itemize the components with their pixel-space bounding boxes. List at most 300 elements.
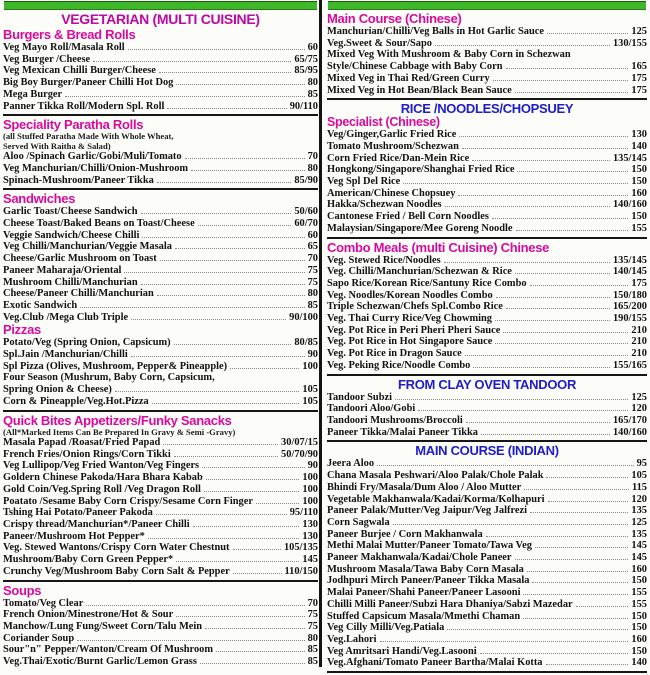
menu-item-price: 135 (631, 528, 647, 540)
section-subheader: Specialist (Chinese) (327, 115, 440, 130)
menu-item-row (3, 288, 318, 300)
menu-item-name: Style/Chinese Cabbage with Baby Corn (327, 61, 503, 73)
menu-item-price: 140/160 (612, 426, 647, 438)
menu-item-name: Coriander Soup (3, 632, 75, 644)
menu-item-price: 160 (631, 563, 647, 575)
menu-item-row (327, 360, 647, 372)
menu-item-price: 150 (631, 622, 647, 634)
menu-item-name: Spl.Jain /Manchurian/Chilli (3, 349, 128, 361)
dotted-leader (115, 391, 300, 392)
dotted-leader (200, 663, 305, 664)
section-header: FROM CLAY OVEN TANDOOR (397, 376, 577, 392)
menu-item-name: Panner Tikka Roll/Modern Spl. Roll (3, 100, 165, 112)
menu-item-name: Methi Malai Mutter/Paneer Tomato/Tawa Veg (327, 540, 532, 552)
menu-item-price: 145 (631, 540, 647, 552)
menu-item-row (3, 598, 318, 610)
menu-item-row (327, 199, 647, 211)
section-divider (327, 440, 647, 442)
menu-item-name: Triple Schezwan/Chefs Spl.Combo Rice (327, 301, 503, 313)
menu-item-price: 90/110 (289, 100, 318, 112)
dotted-leader (466, 422, 610, 423)
menu-item-price: 175 (631, 277, 647, 289)
menu-item-row (3, 241, 318, 253)
dotted-leader (535, 547, 628, 548)
menu-item-price: 80 (307, 288, 318, 300)
menu-item-price: 95 (636, 458, 647, 470)
menu-item-price: 105 (631, 470, 647, 482)
menu-item-row (327, 529, 647, 541)
dotted-leader (546, 477, 628, 478)
menu-item-row (3, 484, 318, 496)
menu-item-price: 85/90 (294, 174, 318, 186)
dotted-leader (80, 307, 304, 308)
menu-item-price: 65 (307, 241, 318, 253)
section-note: (all Stuffed Paratha Made With Whole Wheat, (3, 131, 174, 142)
dotted-leader (444, 262, 610, 263)
menu-item-name: Paneer Palak/Mutter/Veg Jaipur/Veg Jalfrezi (327, 505, 527, 517)
dotted-leader (435, 45, 610, 46)
dotted-leader (473, 367, 610, 368)
menu-item-price: 80/85 (294, 337, 318, 349)
menu-item-name: Tomato/Veg Clear (3, 597, 84, 609)
menu-item-price: 210 (631, 336, 647, 348)
menu-item-row (3, 175, 318, 187)
menu-item-name: Veg. Noodles/Korean Noodles Combo (327, 289, 493, 301)
dotted-leader (256, 503, 299, 504)
menu-item-wrap-line: Mixed Veg With Mushroom & Baby Corn in Schezwan (327, 49, 571, 61)
section-header: RICE /NOODLES/CHOPSUEY (400, 101, 574, 117)
menu-item-price: 130 (631, 129, 647, 141)
menu-item-price: 125 (631, 391, 647, 403)
menu-item-price: 155 (631, 598, 647, 610)
menu-item-price: 155 (631, 222, 647, 234)
dotted-leader (77, 640, 304, 641)
menu-item-name: Veg Burger /Cheese (3, 53, 91, 65)
menu-item-name: Sour"n" Pepper/Wanton/Cream Of Mushroom (3, 644, 214, 656)
menu-item-row (327, 415, 647, 427)
menu-item-name: Vegetable Makhanwala/Kadai/Korma/Kolhapuri (327, 493, 545, 505)
section-header: Main Course (Chinese) (327, 11, 462, 26)
menu-item-price: 50/60 (294, 206, 318, 218)
menu-item-row (327, 482, 647, 494)
dotted-leader (493, 80, 629, 81)
dotted-leader (523, 594, 628, 595)
menu-item-price: 120 (631, 403, 647, 415)
menu-item-name: Veg.Thai/Exotic/Burnt Garlic/Lemon Grass (3, 656, 197, 668)
menu-item-name: Cheese/Garlic Mushroom on Toast (3, 253, 157, 265)
dotted-leader (530, 512, 628, 513)
dotted-leader (495, 320, 610, 321)
dotted-leader (515, 92, 629, 93)
menu-item-row (327, 153, 647, 165)
dotted-leader (131, 319, 286, 320)
menu-item-price: 145 (631, 552, 647, 564)
menu-item-price: 150/180 (612, 289, 647, 301)
section-header: Sandwiches (3, 191, 76, 207)
menu-item-price: 60 (307, 42, 318, 53)
dotted-leader (516, 230, 629, 231)
dotted-leader (524, 489, 629, 490)
menu-item-name: Tshing Hai Potato/Paneer Pakoda (3, 507, 153, 519)
dotted-leader (131, 356, 305, 357)
menu-item-row (327, 587, 647, 599)
menu-item-row (3, 531, 318, 543)
menu-item-name: Veg. Pot Rice in Dragon Sauce (327, 348, 462, 360)
dotted-leader (160, 260, 305, 261)
dotted-leader (486, 536, 629, 537)
menu-item-name: Potato/Veg (Spring Onion, Capsicum) (3, 337, 171, 349)
menu-item-name: Big Boy Burger/Paneer Chilli Hot Dog (3, 77, 174, 89)
section-header: Soups (3, 582, 42, 598)
menu-item-name: Corn & Pineapple/Veg.Hot.Pizza (3, 395, 149, 407)
dotted-leader (576, 606, 629, 607)
dotted-leader (233, 573, 282, 574)
menu-item-price: 60/70 (294, 218, 318, 230)
menu-item-price: 75 (307, 276, 318, 288)
menu-item-price: 135/145 (612, 152, 647, 164)
section-header: Speciality Paratha Rolls (3, 117, 144, 133)
menu-item-name: Veg Lullipop/Veg Fried Wanton/Veg Fingers (3, 460, 200, 472)
menu-item-name: Goldern Chinese Pakoda/Hara Bhara Kabab (3, 472, 203, 484)
menu-item-price: 75 (307, 264, 318, 276)
dotted-leader (523, 618, 628, 619)
menu-item-row (327, 622, 647, 634)
section-divider (3, 410, 318, 412)
dotted-leader (517, 171, 628, 172)
menu-item-price: 175 (631, 84, 647, 96)
menu-item-row (327, 348, 647, 360)
menu-item-row (3, 472, 318, 484)
menu-item-row (327, 611, 647, 623)
dotted-leader (141, 284, 305, 285)
menu-item-row (3, 163, 318, 175)
menu-item-row (327, 255, 647, 267)
dotted-leader (548, 501, 629, 502)
section-divider (327, 98, 647, 100)
menu-item-row (3, 449, 318, 461)
dotted-leader (93, 61, 291, 62)
menu-item-name: Jeera Aloo (327, 458, 375, 470)
menu-item-row (3, 519, 318, 531)
menu-item-name: Mega Burger (3, 88, 63, 100)
menu-item-row (327, 176, 647, 188)
menu-item-row (3, 89, 318, 101)
menu-item-name: Veg Mayo Roll/Masala Roll (3, 42, 125, 53)
menu-item-row (3, 151, 318, 163)
menu-item-row (327, 313, 647, 325)
section-header: Quick Bites Appetizers/Funky Sanacks (3, 412, 232, 428)
menu-item-price: 115 (631, 481, 647, 493)
menu-item-row (3, 656, 318, 668)
menu-item-row (3, 566, 318, 578)
menu-item-name: Bhindi Fry/Masala/Dum Aloo / Aloo Mutter (327, 481, 522, 493)
dotted-leader (503, 332, 628, 333)
dotted-leader (152, 403, 300, 404)
menu-item-name: Spring Onion & Cheese) (3, 384, 112, 396)
menu-item-price: 155 (631, 587, 647, 599)
menu-item-row (3, 253, 318, 265)
menu-item-name: Tandoori Mushrooms/Broccoli (327, 414, 463, 426)
menu-item-price: 90/100 (289, 311, 318, 323)
menu-title: VEGETARIAN (MULTI CUISINE) (61, 11, 260, 27)
dotted-leader (174, 456, 278, 457)
menu-item-name: Aloo /Spinach Garlic/Gobi/Muli/Tomato (3, 151, 182, 163)
menu-item-row (327, 301, 647, 313)
menu-item-price: 145 (302, 554, 318, 566)
menu-item-price: 140 (631, 140, 647, 152)
menu-item-name: Crispy thread/Manchurian*/Paneer Chilli (3, 519, 190, 530)
menu-item-row (327, 164, 647, 176)
menu-item-name: Veg.Afghani/Tomato Paneer Bartha/Malai Kotta (327, 657, 543, 669)
menu-item-price: 100 (302, 360, 318, 372)
menu-item-price: 155/165 (612, 359, 647, 371)
section-divider (3, 580, 318, 582)
menu-item-row (327, 599, 647, 611)
menu-item-name: Paneer Maharaja/Oriental (3, 264, 122, 276)
menu-item-name: Paneer/Mushroom Hot Pepper* (3, 530, 145, 542)
section-divider (3, 188, 318, 190)
menu-item-price: 85 (307, 299, 318, 311)
menu-item-row (3, 265, 318, 277)
dotted-leader (65, 96, 304, 97)
menu-item-row (327, 505, 647, 517)
dotted-leader (506, 308, 610, 309)
menu-item-price: 140 (631, 657, 647, 669)
section-note: Served With Raitha & Salad) (3, 140, 111, 151)
dotted-leader (174, 344, 292, 345)
dotted-leader (393, 524, 629, 525)
menu-item-price: 85/95 (294, 65, 318, 77)
menu-item-price: 80 (307, 77, 318, 89)
menu-item-name: Tandoori Aloo/Gobi (327, 403, 416, 415)
dotted-leader (216, 651, 305, 652)
menu-item-name: Mixed Veg in Hot Bean/Black Bean Sauce (327, 84, 512, 96)
menu-item-row (327, 129, 647, 141)
menu-item-price: 105 (302, 395, 318, 407)
menu-item-name: Paneer Tikka/Malai Paneer Tikka (327, 426, 478, 438)
menu-item-price: 135/145 (612, 254, 647, 266)
menu-item-name: Masala Papad /Roasat/Fried Papad (3, 437, 161, 449)
menu-item-row (327, 564, 647, 576)
section-header: MAIN COURSE (INDIAN) (415, 443, 559, 459)
menu-item-name: French Onion/Minestrone/Hot & Sour (3, 609, 174, 621)
menu-item-name: Crunchy Veg/Mushroom Baby Corn Salt & Pepper (3, 565, 230, 577)
menu-item-price: 140/160 (612, 199, 647, 211)
column-divider (319, 0, 322, 667)
dotted-leader (547, 33, 628, 34)
menu-item-row (3, 300, 318, 312)
menu-item-row (327, 470, 647, 482)
menu-item-price: 135 (631, 505, 647, 517)
menu-item-name: Spl Pizza (Olives, Mushroom, Pepper& Pineapple) (3, 360, 228, 372)
menu-item-name: Hongkong/Singapore/Shanghai Fried Rice (327, 164, 515, 176)
menu-item-price: 150 (631, 645, 647, 657)
dotted-leader (148, 538, 300, 539)
menu-item-name: American/Chinese Chopsuey (327, 187, 456, 199)
dotted-leader (445, 206, 610, 207)
dotted-leader (447, 629, 628, 630)
menu-item-price: 105 (302, 384, 318, 396)
menu-item-row (3, 65, 318, 77)
dotted-leader (157, 182, 292, 183)
menu-item-row (3, 609, 318, 621)
section-divider (3, 114, 318, 116)
dotted-leader (515, 559, 629, 560)
dotted-leader (495, 343, 628, 344)
dotted-leader (377, 465, 634, 466)
dotted-leader (202, 467, 305, 468)
dotted-leader (193, 526, 300, 527)
menu-item-price: 140/145 (612, 266, 647, 278)
menu-item-row (3, 507, 318, 519)
menu-item-name: Corn Sagwala (327, 516, 390, 528)
dotted-leader (380, 641, 629, 642)
dotted-leader (472, 160, 610, 161)
menu-item-name: Manchurian/Chilli/Veg Balls in Hot Garlic Sauce (327, 26, 544, 37)
menu-item-row (327, 634, 647, 646)
menu-item-name: Veg.Lahori (327, 633, 377, 645)
right-menu-column (327, 0, 647, 675)
menu-item-price: 95/110 (289, 507, 318, 519)
dotted-leader (142, 237, 304, 238)
menu-item-price: 150 (631, 211, 647, 223)
menu-item-price: 60 (307, 229, 318, 241)
menu-item-price: 65/75 (294, 53, 318, 65)
dotted-leader (462, 148, 628, 149)
menu-item-price: 150 (631, 164, 647, 176)
menu-item-row (3, 349, 318, 361)
menu-item-price: 165/200 (612, 301, 647, 313)
menu-item-name: Cheese Toast/Baked Beans on Toast/Cheese (3, 218, 195, 230)
dotted-leader (532, 582, 628, 583)
menu-item-name: Chilli Milli Paneer/Subzi Hara Dhaniya/Sabzi Mazedar (327, 598, 573, 610)
menu-item-name: Veg.Sweet & Sour/Sapo (327, 37, 432, 49)
menu-item-name: Chana Masala Peshwari/Aloo Palak/Chole Palak (327, 470, 544, 482)
menu-item-row (3, 230, 318, 242)
dotted-leader (206, 479, 300, 480)
menu-item-name: Veg/Ginger,Garlic Fried Rice (327, 129, 457, 141)
dotted-leader (86, 605, 304, 606)
menu-item-price: 85 (307, 644, 318, 656)
menu-item-price: 150 (631, 176, 647, 188)
menu-item-price: 70 (307, 253, 318, 265)
menu-item-price: 210 (631, 348, 647, 360)
menu-item-name: Corn Fried Rice/Dan-Mein Rice (327, 152, 470, 164)
menu-item-price: 160 (631, 187, 647, 199)
menu-item-name: Veg. Chilli/Manchurian/Schezwan & Rice (327, 266, 512, 278)
menu-item-row (327, 552, 647, 564)
section-header: Pizzas (3, 322, 41, 338)
menu-item-name: Mushroom Masala/Tawa Baby Corn Masala (327, 563, 524, 575)
menu-item-name: Cheese/Paneer Chilli/Manchurian (3, 288, 154, 300)
dotted-leader (481, 434, 610, 435)
dotted-leader (465, 355, 629, 356)
dotted-leader (515, 273, 610, 274)
menu-item-price: 75 (307, 620, 318, 632)
dotted-leader (546, 664, 629, 665)
dotted-leader (530, 285, 629, 286)
menu-item-price: 85 (307, 88, 318, 100)
dotted-leader (128, 49, 305, 50)
menu-item-name: Tomato Mushroom/Schezwan (327, 140, 459, 152)
menu-item-row (327, 73, 647, 85)
menu-item-row (327, 403, 647, 415)
menu-item-name: Sapo Rice/Korean Rice/Santuny Rice Combo (327, 277, 527, 289)
section-header: Combo Meals (multi Cuisine) Chinese (327, 239, 550, 255)
menu-item-name: Veg. Thai Curry Rice/Veg Chowming (327, 313, 493, 325)
menu-item-name: Jodhpuri Mirch Paneer/Paneer Tikka Masala (327, 575, 530, 587)
column-bottom-rule (327, 671, 647, 673)
menu-item-name: Veg Cilly Milli/Veg.Patiala (327, 622, 445, 634)
menu-item-name: Exotic Sandwich (3, 299, 78, 311)
menu-item-price: 50/70/90 (281, 448, 318, 460)
menu-item-row (3, 337, 318, 349)
menu-item-row (327, 266, 647, 278)
menu-item-row (327, 223, 647, 235)
dotted-leader (175, 248, 305, 249)
menu-item-price: 125 (631, 516, 647, 528)
menu-item-row (327, 290, 647, 302)
menu-item-row (327, 278, 647, 290)
menu-item-name: Veg Manchurian/Chilli/Onion-Mushroom (3, 162, 189, 174)
menu-item-price: 100 (302, 495, 318, 507)
menu-item-row (327, 188, 647, 200)
menu-item-row (327, 85, 647, 97)
dotted-leader (198, 225, 292, 226)
dotted-leader (176, 616, 304, 617)
menu-item-name: Veg Amritsari Handi/Veg.Lasooni (327, 645, 477, 657)
menu-item-price: 120 (631, 493, 647, 505)
menu-item-wrap-line: Four Season (Mushrum, Baby Corn, Capsicum, (3, 372, 215, 384)
dotted-leader (191, 170, 305, 171)
menu-item-name: Veg. Stewed Wantons/Crispy Corn Water Chestnut (3, 542, 230, 554)
menu-item-price: 165/170 (612, 414, 647, 426)
menu-item-price: 90 (307, 349, 318, 361)
menu-item-price: 110/150 (284, 565, 318, 577)
menu-item-row (3, 312, 318, 324)
menu-item-price: 125 (631, 26, 647, 37)
menu-item-name: Mixed Veg in Thai Red/Green Curry (327, 72, 490, 84)
menu-item-price: 100 (302, 472, 318, 484)
menu-item-name: Malai Paneer/Shahi Paneer/Paneer Lasooni (327, 587, 521, 599)
menu-item-price: 75 (307, 609, 318, 621)
menu-item-row (3, 542, 318, 554)
menu-item-row (3, 218, 318, 230)
menu-item-name: Hakka/Schezwan Noodles (327, 199, 442, 211)
menu-item-row (327, 427, 647, 439)
menu-item-name: French Fries/Onion Rings/Corn Tikki (3, 448, 171, 460)
menu-item-price: 80 (307, 162, 318, 174)
dotted-leader (163, 444, 278, 445)
menu-item-price: 30/07/15 (281, 437, 318, 449)
menu-item-price: 210 (631, 324, 647, 336)
menu-item-row (3, 54, 318, 66)
left-menu-column (3, 0, 318, 668)
dotted-leader (527, 571, 629, 572)
menu-item-price: 175 (631, 72, 647, 84)
menu-item-name: Stuffed Capsicum Masala/Mmethi Chaman (327, 610, 521, 622)
menu-item-price: 150 (631, 610, 647, 622)
dotted-leader (233, 549, 281, 550)
menu-item-name: Gold Coin/Veg.Spring Roll /Veg Dragon Roll (3, 483, 201, 495)
menu-item-row (327, 646, 647, 658)
menu-item-row (3, 77, 318, 89)
menu-item-row (327, 61, 647, 73)
menu-item-row (3, 621, 318, 633)
menu-item-name: Paneer Makhanwala/Kadai/Chole Paneer (327, 552, 512, 564)
dotted-leader (230, 368, 299, 369)
menu-item-row (327, 517, 647, 529)
